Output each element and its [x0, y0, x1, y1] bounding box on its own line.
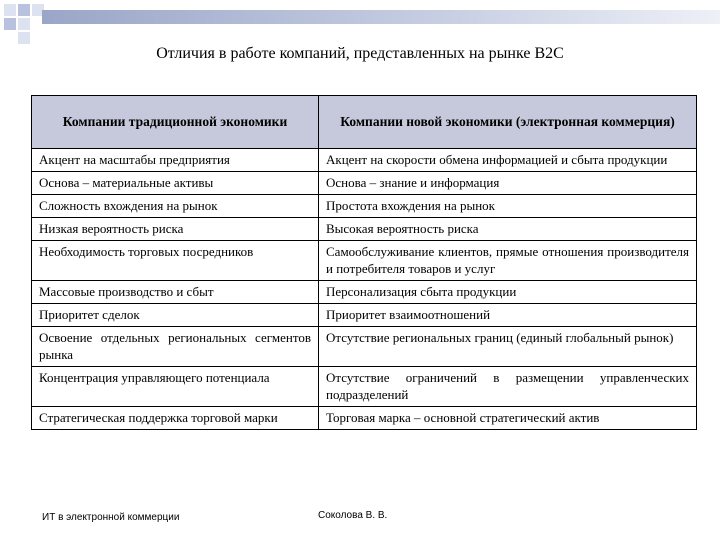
- table-row: [32, 327, 697, 367]
- table-row: [32, 367, 697, 407]
- cell-new-economy: Высокая вероятность риска: [319, 218, 697, 241]
- cell-new-economy: Простота вхождения на рынок: [319, 195, 697, 218]
- table-row: [32, 218, 697, 241]
- deco-gradient-bar: [42, 10, 720, 24]
- cell-new-economy: Отсутствие региональных границ (единый глобальный рынок): [319, 327, 697, 367]
- cell-new-economy: Персонализация сбыта продукции: [319, 281, 697, 304]
- footer-author: Соколова В. В.: [318, 510, 388, 521]
- cell-new-economy: Отсутствие ограничений в размещении управленческих подразделений: [319, 367, 697, 407]
- footer-course: ИТ в электронной коммерции: [42, 512, 180, 523]
- cell-new-economy: Торговая марка – основной стратегический актив: [319, 407, 697, 430]
- cell-traditional: Освоение отдельных региональных сегментов рынка: [32, 327, 319, 367]
- cell-new-economy: Приоритет взаимоотношений: [319, 304, 697, 327]
- deco-square: [18, 18, 30, 30]
- deco-square: [18, 4, 30, 16]
- deco-square: [4, 4, 16, 16]
- cell-traditional: Стратегическая поддержка торговой марки: [32, 407, 319, 430]
- cell-traditional: Концентрация управляющего потенциала: [32, 367, 319, 407]
- header-new-economy: Компании новой экономики (электронная коммерция): [319, 96, 697, 149]
- cell-traditional: Сложность вхождения на рынок: [32, 195, 319, 218]
- table-row: [32, 407, 697, 430]
- table-row: [32, 149, 697, 172]
- table-row: [32, 172, 697, 195]
- deco-square: [18, 32, 30, 44]
- cell-traditional: Приоритет сделок: [32, 304, 319, 327]
- header-traditional: Компании традиционной экономики: [32, 96, 319, 149]
- decorative-header: [0, 0, 720, 46]
- cell-new-economy: Самообслуживание клиентов, прямые отношения производителя и потребителя товаров и услуг: [319, 241, 697, 281]
- table-row: [32, 241, 697, 281]
- cell-new-economy: Основа – знание и информация: [319, 172, 697, 195]
- table-row: [32, 304, 697, 327]
- table-row: [32, 195, 697, 218]
- table-header-row: [32, 96, 697, 149]
- cell-traditional: Необходимость торговых посредников: [32, 241, 319, 281]
- cell-traditional: Массовые производство и сбыт: [32, 281, 319, 304]
- deco-square: [4, 18, 16, 30]
- table-row: [32, 281, 697, 304]
- comparison-table: [31, 95, 697, 430]
- page-title: Отличия в работе компаний, представленных на рынке В2С: [156, 45, 564, 62]
- cell-traditional: Акцент на масштабы предприятия: [32, 149, 319, 172]
- cell-traditional: Основа – материальные активы: [32, 172, 319, 195]
- cell-new-economy: Акцент на скорости обмена информацией и сбыта продукции: [319, 149, 697, 172]
- cell-traditional: Низкая вероятность риска: [32, 218, 319, 241]
